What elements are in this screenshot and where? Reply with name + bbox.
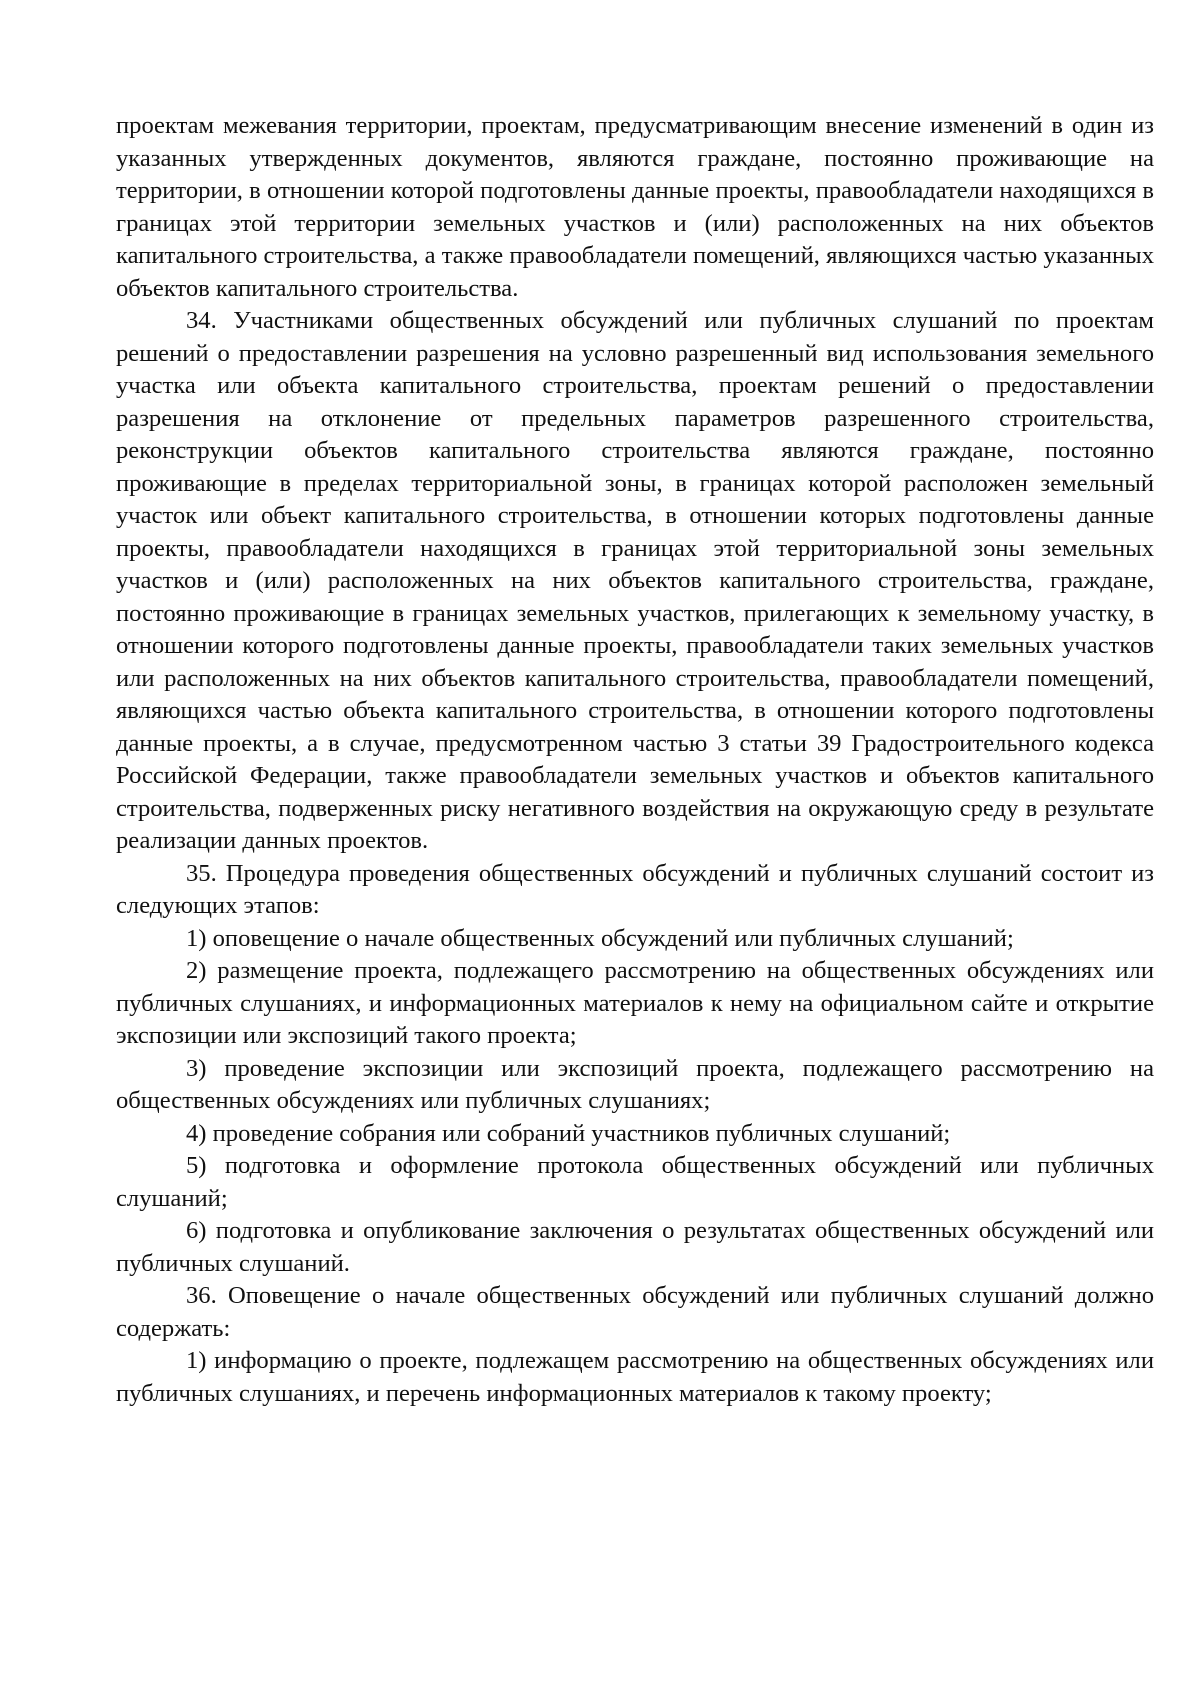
list-item-35-4: 4) проведение собрания или собраний участников публичных слушаний; (186, 1119, 951, 1147)
list-item-35-6: 6) подготовка и опубликование заключения о результатах общественных обсуждений или публичных слушаний. (116, 1217, 1154, 1277)
list-item-36-1: 1) информацию о проекте, подлежащем рассмотрению на общественных обсуждениях или публичных слушаниях, и перечень информационных материалов к такому проекту; (116, 1347, 1154, 1407)
paragraph-35: 35. Процедура проведения общественных обсуждений и публичных слушаний состоит из следующих этапов: (116, 859, 1154, 919)
list-item-35-2: 2) размещение проекта, подлежащего рассмотрению на общественных обсуждениях или публичных слушаниях, и информационных материалов к нему на официальном сайте и открытие экспозиции или экспозиций такого проекта; (116, 957, 1154, 1049)
document-page (116, 110, 1154, 1410)
paragraph-36: 36. Оповещение о начале общественных обсуждений или публичных слушаний должно содержать: (116, 1282, 1154, 1342)
paragraph-continuation: проектам межевания территории, проектам, предусматривающим внесение изменений в один из указанных утвержденных документов, являются граждане, постоянно проживающие на территории, в отношении которой подготовлены данные проекты, правообладатели находящихся в границах этой территории земельных участков и (или) расположенных на них объектов капитального строительства, а также правообладатели помещений, являющихся частью указанных объектов капитального строительства. (116, 112, 1154, 302)
paragraph-34: 34. Участниками общественных обсуждений или публичных слушаний по проектам решений о предоставлении разрешения на условно разрешенный вид использования земельного участка или объекта капитального строительства, проектам решений о предоставлении разрешения на отклонение от предельных параметров разрешенного строительства, реконструкции объектов капитального строительства являются граждане, постоянно проживающие в пределах территориальной зоны, в границах которой расположен земельный участок или объект капитального строительства, в отношении которых подготовлены данные проекты, правообладатели находящихся в границах этой территориальной зоны земельных участков и (или) расположенных на них объектов капитального строительства, граждане, постоянно проживающие в границах земельных участков, прилегающих к земельному участку, в отношении которого подготовлены данные проекты, правообладатели таких земельных участков или расположенных на них объектов капитального строительства, правообладатели помещений, являющихся частью объекта капитального строительства, в отношении которого подготовлены данные проекты, а в случае, предусмотренном частью 3 статьи 39 Градостроительного кодекса Российской Федерации, также правообладатели земельных участков и объектов капитального строительства, подверженных риску негативного воздействия на окружающую среду в результате реализации данных проектов. (116, 307, 1154, 854)
list-item-35-1: 1) оповещение о начале общественных обсуждений или публичных слушаний; (186, 924, 1014, 952)
list-item-35-3: 3) проведение экспозиции или экспозиций проекта, подлежащего рассмотрению на общественных обсуждениях или публичных слушаниях; (116, 1054, 1154, 1114)
list-item-35-5: 5) подготовка и оформление протокола общественных обсуждений или публичных слушаний; (116, 1152, 1154, 1212)
